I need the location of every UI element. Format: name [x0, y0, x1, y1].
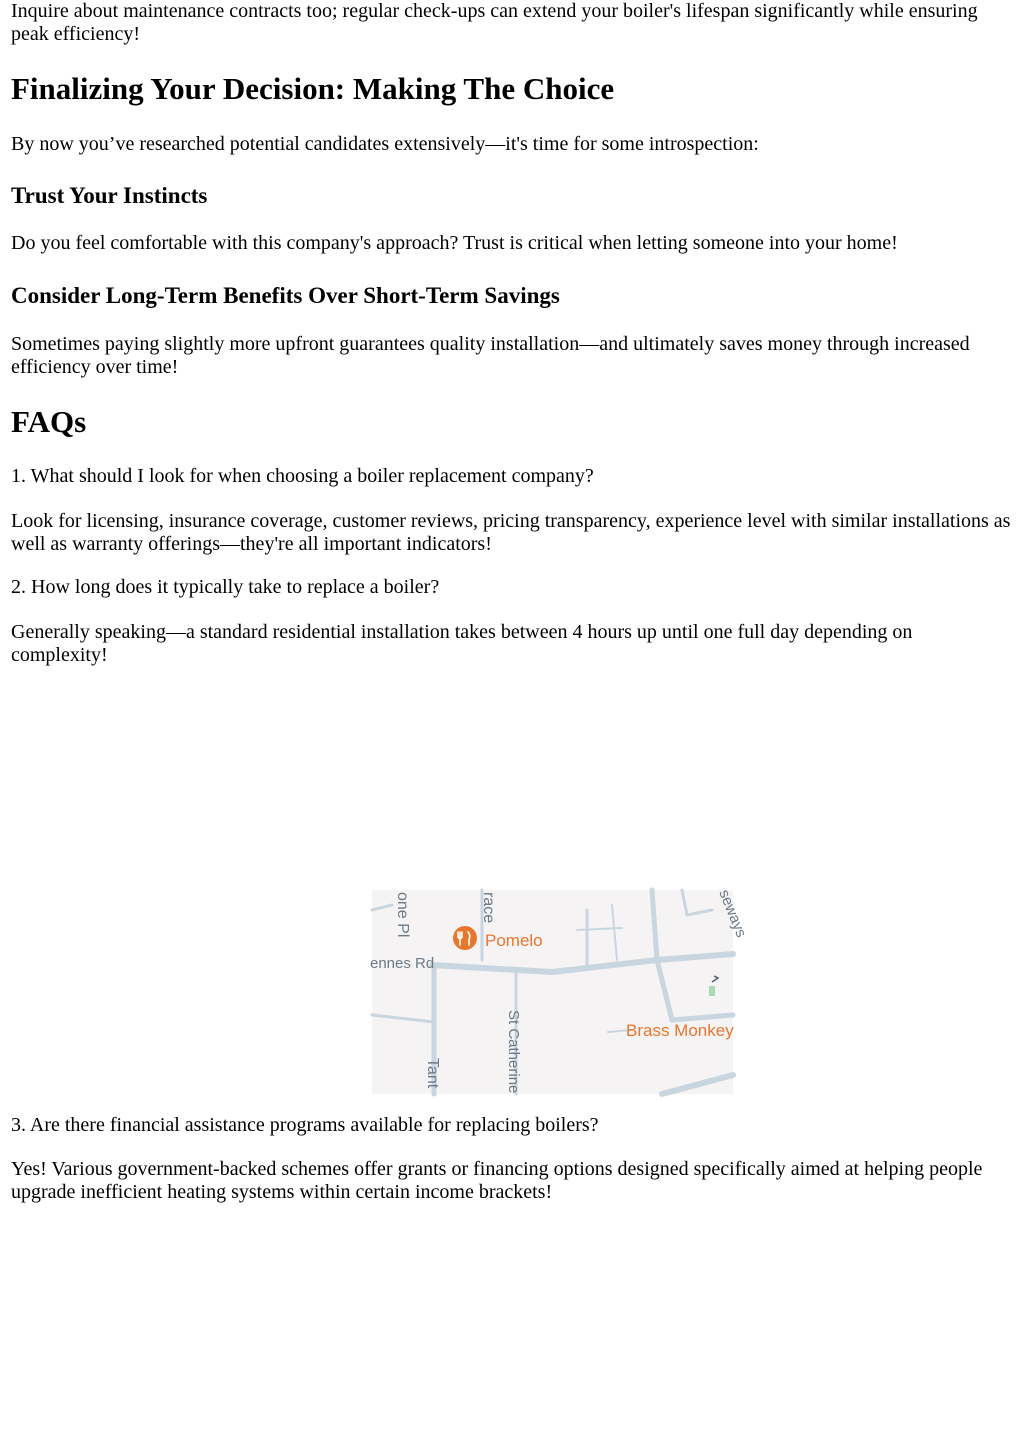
long-term-paragraph: Sometimes paying slightly more upfront guarantees quality installation—and ultimately saves money through increased efficiency over time!: [11, 333, 970, 378]
street-label-seways: seways: [715, 887, 750, 940]
faqs-heading: FAQs: [11, 404, 87, 439]
road-top-grid-2: [612, 905, 617, 960]
road-right-top: [682, 890, 712, 915]
poi-pomelo-label: Pomelo: [485, 931, 543, 950]
poi-pomelo[interactable]: [453, 926, 543, 950]
road-lower-right-diag: [662, 1075, 733, 1094]
street-label-race: race: [480, 892, 497, 924]
faq-answer-1: Look for licensing, insurance coverage, customer reviews, pricing transparency, experience level with similar installations as well as warranty offerings—they're all important indicators!: [11, 510, 1011, 555]
restaurant-marker-icon: [453, 926, 477, 950]
faq-question-2: 2. How long does it typically take to replace a boiler?: [11, 576, 440, 598]
street-label-ennes-rd: ennes Rd: [370, 955, 435, 972]
subheading-trust-instincts: Trust Your Instincts: [11, 183, 208, 208]
trust-paragraph: Do you feel comfortable with this company's approach? Trust is critical when letting someone into your home!: [11, 232, 898, 254]
finalizing-paragraph: By now you’ve researched potential candidates extensively—it's time for some introspection:: [11, 133, 759, 155]
street-label-one-pl: one Pl: [394, 892, 411, 938]
road-main: [432, 954, 733, 972]
road-top-grid-3: [577, 928, 622, 930]
park-patch: [709, 986, 715, 996]
subheading-long-term-benefits: Consider Long-Term Benefits Over Short-Term Savings: [11, 283, 560, 308]
section-heading-finalizing: Finalizing Your Decision: Making The Choice: [11, 71, 615, 106]
faq-question-3: 3. Are there financial assistance programs available for replacing boilers?: [11, 1114, 599, 1136]
intro-paragraph: Inquire about maintenance contracts too; regular check-ups can extend your boiler's lifespan significantly while ensuring peak efficiency!: [11, 0, 978, 45]
map-canvas[interactable]: [370, 887, 750, 1094]
oneway-arrow-icon: [712, 976, 718, 982]
faq-answer-3: Yes! Various government-backed schemes offer grants or financing options designed specifically aimed at helping people upgrade inefficient heating systems within certain income brackets!: [11, 1158, 983, 1203]
embedded-map[interactable]: [370, 887, 750, 1094]
faq-question-1: 1. What should I look for when choosing a boiler replacement company?: [11, 465, 594, 487]
poi-brass-monkey-label[interactable]: Brass Monkey: [626, 1021, 734, 1040]
faq-answer-2: Generally speaking—a standard residential installation takes between 4 hours up until one full day depending on complexity!: [11, 621, 913, 666]
street-label-tant: Tant: [424, 1058, 441, 1089]
road-lower-left: [372, 1015, 434, 1022]
street-label-st-catherine: St Catherine: [505, 1010, 522, 1094]
road-top-left: [372, 905, 392, 910]
